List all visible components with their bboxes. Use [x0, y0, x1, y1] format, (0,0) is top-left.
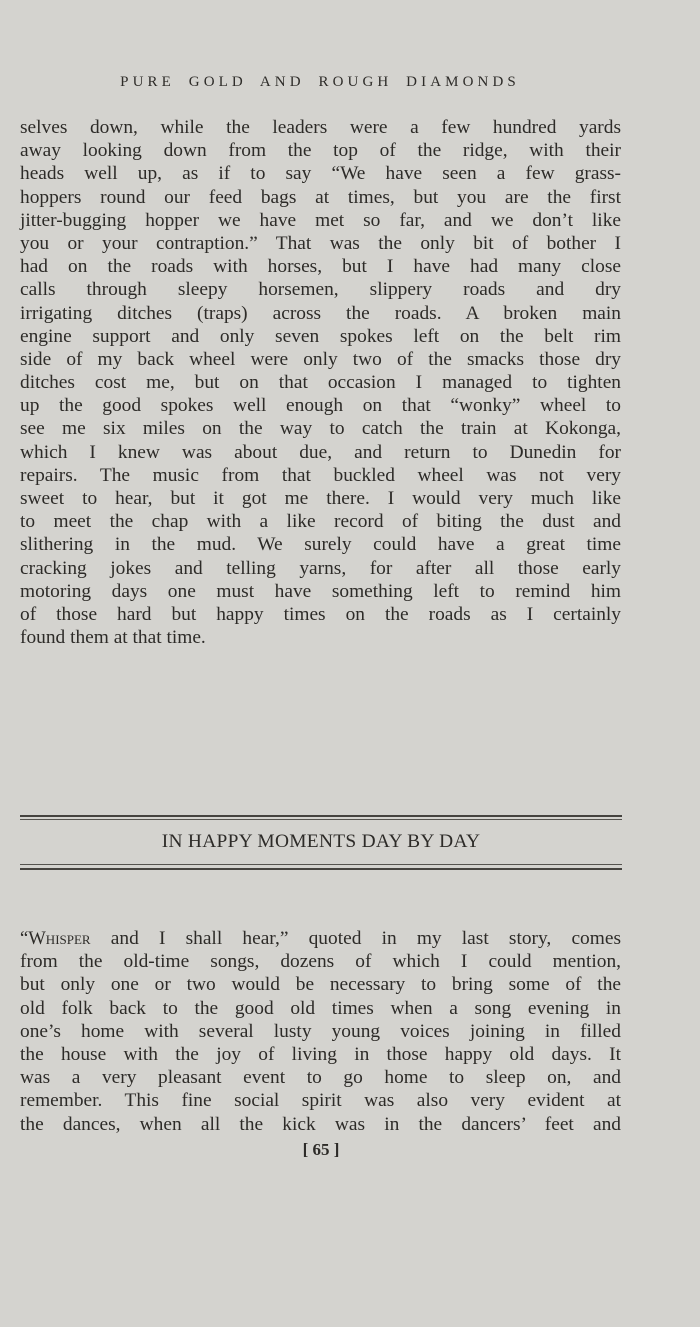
- paragraph-line: slithering in the mud. We surely could have a great time: [20, 534, 621, 556]
- paragraph-new-section: [20, 927, 621, 1136]
- paragraph-line: [20, 927, 621, 950]
- paragraph-line: heads well up, as if to say “We have seen a few grass-: [20, 163, 621, 185]
- paragraph-line: up the good spokes well enough on that “wonky” wheel to: [20, 395, 621, 417]
- running-head: PURE GOLD AND ROUGH DIAMONDS: [120, 74, 520, 90]
- paragraph-line: found them at that time.: [20, 627, 206, 649]
- first-line-text: and I shall hear,” quoted in my last story, comes: [90, 928, 621, 949]
- paragraph-line: irrigating ditches (traps) across the roads. A broken main: [20, 302, 621, 324]
- paragraph-line: but only one or two would be necessary to bring some of the: [20, 974, 621, 996]
- paragraph-line: which I knew was about due, and return to Dunedin for: [20, 441, 621, 463]
- paragraph-line: hoppers round our feed bags at times, but you are the first: [20, 186, 621, 208]
- paragraph-line: was a very pleasant event to go home to sleep on, and: [20, 1067, 621, 1089]
- section-rule-top: [20, 815, 622, 817]
- paragraph-line: away looking down from the top of the ridge, with their: [20, 140, 621, 162]
- paragraph-line: jitter-bugging hopper we have met so far, and we don’t like: [20, 209, 621, 231]
- paragraph-line: from the old-time songs, dozens of which I could mention,: [20, 951, 621, 973]
- section-title: IN HAPPY MOMENTS DAY BY DAY: [161, 831, 481, 852]
- paragraph-continued: [20, 116, 621, 649]
- paragraph-line: repairs. The music from that buckled wheel was not very: [20, 464, 621, 486]
- paragraph-line: to meet the chap with a like record of biting the dust and: [20, 511, 621, 533]
- paragraph-line: selves down, while the leaders were a few hundred yards: [20, 117, 621, 138]
- paragraph-line: the dances, when all the kick was in the dancers’ feet and: [20, 1113, 621, 1135]
- paragraph-line: motoring days one must have something left to remind him: [20, 580, 621, 602]
- paragraph-line: remember. This fine social spirit was also very evident at: [20, 1090, 621, 1112]
- section-rule-bottom: [20, 868, 622, 870]
- paragraph-line: the house with the joy of living in those happy old days. It: [20, 1043, 621, 1065]
- paragraph-line: old folk back to the good old times when a song evening in: [20, 997, 621, 1019]
- paragraph-line: side of my back wheel were only two of the smacks those dry: [20, 348, 621, 370]
- paragraph-line: had on the roads with horses, but I have had many close: [20, 256, 621, 278]
- paragraph-line: calls through sleepy horsemen, slippery roads and dry: [20, 279, 621, 301]
- paragraph-line: you or your contraption.” That was the only bit of bother I: [20, 232, 621, 254]
- paragraph-line: of those hard but happy times on the roads as I certainly: [20, 603, 621, 625]
- paragraph-line: cracking jokes and telling yarns, for after all those early: [20, 557, 621, 579]
- paragraph-line: see me six miles on the way to catch the train at Kokonga,: [20, 418, 621, 440]
- paragraph-line: sweet to hear, but it got me there. I would very much like: [20, 488, 621, 509]
- paragraph-line: ditches cost me, but on that occasion I managed to tighten: [20, 372, 621, 394]
- paragraph-line: one’s home with several lusty young voices joining in filled: [20, 1020, 621, 1042]
- paragraph-line: engine support and only seven spokes left on the belt rim: [20, 325, 621, 347]
- page-number: [ 65 ]: [302, 1140, 340, 1159]
- section-rule-top-inner: [20, 819, 622, 820]
- section-rule-bottom-inner: [20, 864, 622, 865]
- opening-word: “Whisper: [20, 928, 91, 949]
